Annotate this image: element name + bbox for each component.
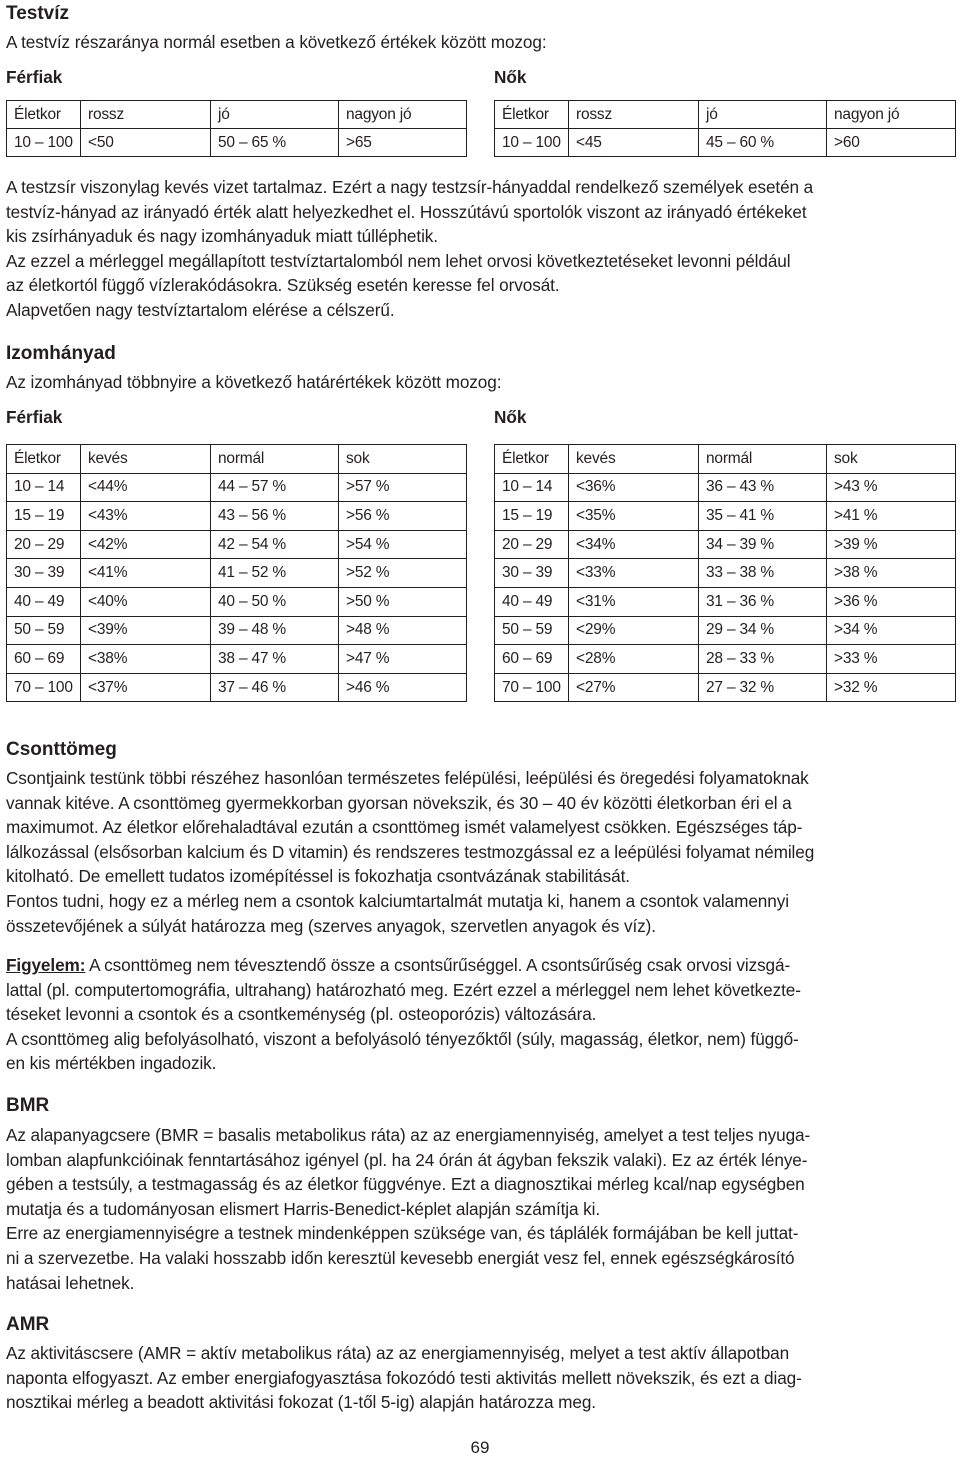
table-cell: >43 % <box>827 473 956 502</box>
table-cell: 34 – 39 % <box>699 530 827 559</box>
table-cell: <50 <box>81 129 211 157</box>
water-intro: A testvíz részaránya normál esetben a következő értékek között mozog: <box>6 32 547 52</box>
bone-text-line: maximumot. Az életkor előrehaladtával ezután a csonttömeg ismét valamelyest csökken. Egészséges táp- <box>6 817 803 838</box>
table-cell: 15 – 19 <box>7 502 81 531</box>
table-cell: 70 – 100 <box>7 673 81 702</box>
table-cell: 10 – 100 <box>495 129 569 157</box>
water-text-line: Az ezzel a mérleggel megállapított testvíztartalomból nem lehet orvosi következtetéseket levonni például <box>6 250 791 271</box>
table-cell: 39 – 48 % <box>211 616 339 645</box>
table-cell: 31 – 36 % <box>699 587 827 616</box>
table-cell: <33% <box>569 559 699 588</box>
table-cell: 60 – 69 <box>495 645 569 674</box>
bone-text-line: kitolható. De emellett tudatos izomépítéssel is fokozhatja csontvázának stabilitását. <box>6 866 630 887</box>
table-cell: >56 % <box>339 502 467 531</box>
table-cell: nagyon jó <box>339 101 467 129</box>
table-header-row <box>495 445 956 474</box>
water-text-line: A testzsír viszonylag kevés vizet tartalmaz. Ezért a nagy testzsír-hányaddal rendelkező személyek esetén a <box>6 177 814 197</box>
water-text <box>6 175 813 323</box>
table-cell: <34% <box>569 530 699 559</box>
table-cell: >54 % <box>339 530 467 559</box>
table-cell: >57 % <box>339 473 467 502</box>
table-row <box>495 673 956 702</box>
table-cell: >46 % <box>339 673 467 702</box>
bmr-text-line: hatásai lehetnek. <box>6 1272 135 1293</box>
table-cell: 44 – 57 % <box>211 473 339 502</box>
table-cell: 42 – 54 % <box>211 530 339 559</box>
warning-first-text: A csonttömeg nem tévesztendő össze a csontsűrűséggel. A csontsűrűség csak orvosi vizsgá- <box>85 955 791 975</box>
table-row <box>495 587 956 616</box>
table-cell: 60 – 69 <box>7 645 81 674</box>
table-cell: <38% <box>81 645 211 674</box>
muscle-women-label: Nők <box>494 407 527 427</box>
table-cell: <43% <box>81 502 211 531</box>
table-cell: <44% <box>81 473 211 502</box>
table-cell: 20 – 29 <box>495 530 569 559</box>
table-cell: kevés <box>569 445 699 474</box>
muscle-men-label: Férfiak <box>6 407 63 427</box>
table-cell: >65 <box>339 129 467 157</box>
table-cell: <36% <box>569 473 699 502</box>
table-cell: <42% <box>81 530 211 559</box>
bmr-text <box>6 1123 810 1295</box>
table-cell: normál <box>699 445 827 474</box>
water-men-label: Férfiak <box>6 67 63 87</box>
table-cell: >52 % <box>339 559 467 588</box>
table-cell: <40% <box>81 587 211 616</box>
table-cell: 29 – 34 % <box>699 616 827 645</box>
table-cell: rossz <box>569 101 699 129</box>
table-header-row <box>7 101 467 129</box>
table-cell: 50 – 59 <box>7 616 81 645</box>
table-cell: <27% <box>569 673 699 702</box>
table-cell: 33 – 38 % <box>699 559 827 588</box>
muscle-women-table <box>494 444 956 702</box>
bmr-text-line: mutatja és a tudományosan elismert Harris-Benedict-képlet alapján számítja ki. <box>6 1198 601 1219</box>
table-row <box>495 530 956 559</box>
table-cell: 10 – 100 <box>7 129 81 157</box>
table-cell: <29% <box>569 616 699 645</box>
amr-text-line: Az aktivitáscsere (AMR = aktív metabolikus ráta) az az energiamennyiség, melyet a test aktív állapotban <box>6 1343 790 1363</box>
muscle-heading: Izomhányad <box>6 343 116 364</box>
amr-text-line: naponta elfogyaszt. Az ember energiafogyasztása fokozódó testi aktivitás mellett növekszik, és ezt a diag- <box>6 1367 802 1388</box>
page-number: 69 <box>470 1438 490 1457</box>
table-cell: 37 – 46 % <box>211 673 339 702</box>
water-men-table <box>6 100 467 157</box>
table-cell: <37% <box>81 673 211 702</box>
bmr-text-line: lomban alapfunkcióinak fenntartásához igényel (pl. ha 24 órán át ágyban fekszik valaki). Ez az érték lénye- <box>6 1149 808 1170</box>
table-row <box>7 473 467 502</box>
table-cell: >33 % <box>827 645 956 674</box>
table-cell: 50 – 59 <box>495 616 569 645</box>
table-cell: 35 – 41 % <box>699 502 827 531</box>
table-cell: <31% <box>569 587 699 616</box>
table-cell: Életkor <box>495 101 569 129</box>
table-cell: 50 – 65 % <box>211 129 339 157</box>
bone-text-line: Csontjaink testünk többi részéhez hasonlóan természetes felépülési, leépülési és öregedési folyamatoknak <box>6 768 809 788</box>
table-cell: 28 – 33 % <box>699 645 827 674</box>
table-cell: 40 – 50 % <box>211 587 339 616</box>
amr-text <box>6 1341 802 1415</box>
table-row <box>7 559 467 588</box>
table-cell: 38 – 47 % <box>211 645 339 674</box>
muscle-intro: Az izomhányad többnyire a következő határértékek között mozog: <box>6 372 502 392</box>
table-cell: 30 – 39 <box>7 559 81 588</box>
table-row <box>7 673 467 702</box>
table-cell: sok <box>339 445 467 474</box>
water-text-line: kis zsírhányaduk és nagy izomhányaduk miatt túlléphetik. <box>6 226 438 247</box>
table-cell: jó <box>699 101 827 129</box>
table-cell: <35% <box>569 502 699 531</box>
table-cell: >34 % <box>827 616 956 645</box>
table-header-row <box>7 445 467 474</box>
water-heading: Testvíz <box>6 3 70 24</box>
bmr-text-line: ni a szervezetbe. Ha valaki hosszabb időn keresztül kevesebb energiát vesz fel, ennek egészségkárosító <box>6 1247 795 1268</box>
table-row <box>7 616 467 645</box>
bone-warning <box>6 953 801 1076</box>
table-row <box>495 473 956 502</box>
water-text-line: az életkortól függő vízlerakódásokra. Szükség esetén keresse fel orvosát. <box>6 275 560 296</box>
table-cell: >48 % <box>339 616 467 645</box>
bone-text-line: vannak kitéve. A csonttömeg gyermekkorban gyorsan növekszik, és 30 – 40 év közötti életkorban éri el a <box>6 792 792 813</box>
table-cell: jó <box>211 101 339 129</box>
table-cell: 15 – 19 <box>495 502 569 531</box>
table-cell: Életkor <box>7 445 81 474</box>
warning-label: Figyelem: <box>6 955 86 975</box>
amr-heading: AMR <box>6 1314 50 1335</box>
table-cell: 20 – 29 <box>7 530 81 559</box>
table-cell: Életkor <box>495 445 569 474</box>
bone-warning-line: lattal (pl. computertomográfia, ultrahang) határozható meg. Ezért ezzel a mérleggel nem lehet következte- <box>6 979 801 1000</box>
muscle-men-table <box>6 444 467 702</box>
table-cell: sok <box>827 445 956 474</box>
table-cell: 10 – 14 <box>7 473 81 502</box>
table-cell: 30 – 39 <box>495 559 569 588</box>
table-row <box>495 616 956 645</box>
table-cell: >47 % <box>339 645 467 674</box>
bone-warning-line: téseket levonni a csontok és a csontkeménység (pl. osteoporózis) változására. <box>6 1004 597 1025</box>
water-text-line: Alapvetően nagy testvíztartalom elérése a célszerű. <box>6 299 395 320</box>
bmr-text-line: gében a testsúly, a testmagasság és az életkor függvénye. Ezt a diagnosztikai mérleg kcal/nap egységben <box>6 1174 805 1195</box>
table-cell: kevés <box>81 445 211 474</box>
table-cell: >50 % <box>339 587 467 616</box>
table-cell: normál <box>211 445 339 474</box>
table-cell: 40 – 49 <box>495 587 569 616</box>
table-row <box>495 645 956 674</box>
table-cell: nagyon jó <box>827 101 956 129</box>
table-cell: >32 % <box>827 673 956 702</box>
table-cell: <39% <box>81 616 211 645</box>
table-cell: <28% <box>569 645 699 674</box>
bmr-text-line: Az alapanyagcsere (BMR = basalis metabolikus ráta) az az energiamennyiség, amelyet a test teljes nyuga- <box>6 1125 811 1145</box>
table-cell: 40 – 49 <box>7 587 81 616</box>
water-women-table <box>494 100 956 157</box>
table-row <box>7 129 467 157</box>
table-cell: >39 % <box>827 530 956 559</box>
bone-text-line: lálkozással (elsősorban kalcium és D vitamin) és rendszeres testmozgással ez a leépülési folyamat némileg <box>6 841 815 862</box>
table-cell: 27 – 32 % <box>699 673 827 702</box>
table-header-row <box>495 101 956 129</box>
bmr-text-line: Erre az energiamennyiségre a testnek mindenképpen szüksége van, és táplálék formájában be kell juttat- <box>6 1223 799 1244</box>
table-cell: <45 <box>569 129 699 157</box>
bmr-heading: BMR <box>6 1095 50 1116</box>
table-row <box>495 502 956 531</box>
table-cell: Életkor <box>7 101 81 129</box>
bone-heading: Csonttömeg <box>6 739 117 760</box>
bone-warning-line: en kis mértékben ingadozik. <box>6 1053 217 1074</box>
bone-warning-first-line <box>6 953 801 978</box>
table-row <box>7 645 467 674</box>
table-row <box>7 530 467 559</box>
water-text-line: testvíz-hányad az irányadó érték alatt helyezkedhet el. Hosszútávú sportolók viszont az irányadó értékeket <box>6 201 807 222</box>
table-row <box>495 559 956 588</box>
table-cell: 36 – 43 % <box>699 473 827 502</box>
bone-text-line: Fontos tudni, hogy ez a mérleg nem a csontok kalciumtartalmát mutatja ki, hanem a csontok valamennyi <box>6 890 789 911</box>
table-cell: rossz <box>81 101 211 129</box>
amr-text-line: nosztikai mérleg a beadott aktivitási fokozat (1-től 5-ig) alapján határozza meg. <box>6 1392 596 1413</box>
table-row <box>495 129 956 157</box>
table-cell: >41 % <box>827 502 956 531</box>
bone-warning-line: A csonttömeg alig befolyásolható, viszont a befolyásoló tényezőktől (súly, magasság, életkor, nem) függő- <box>6 1028 799 1049</box>
table-row <box>7 502 467 531</box>
table-cell: <41% <box>81 559 211 588</box>
table-cell: >36 % <box>827 587 956 616</box>
water-women-label: Nők <box>494 67 527 87</box>
table-cell: 70 – 100 <box>495 673 569 702</box>
bone-text-line: összetevőjének a súlyát határozza meg (szerves anyagok, szervetlen anyagok és víz). <box>6 915 656 936</box>
bone-text <box>6 766 814 938</box>
table-cell: >38 % <box>827 559 956 588</box>
table-cell: 45 – 60 % <box>699 129 827 157</box>
table-cell: 41 – 52 % <box>211 559 339 588</box>
table-cell: 10 – 14 <box>495 473 569 502</box>
table-cell: 43 – 56 % <box>211 502 339 531</box>
table-cell: >60 <box>827 129 956 157</box>
table-row <box>7 587 467 616</box>
